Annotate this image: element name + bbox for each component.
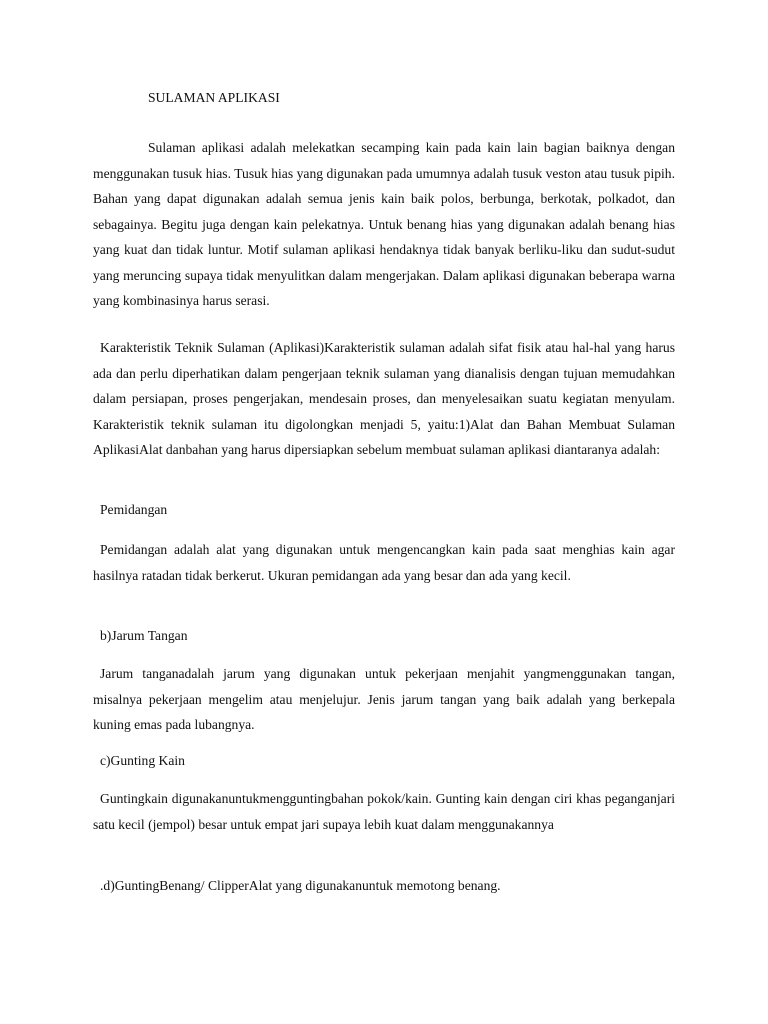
- paragraph-pemidangan: Pemidangan adalah alat yang digunakan untuk mengencangkan kain pada saat menghias kain agar hasilnya ratadan tidak berkerut. Ukuran pemidangan ada yang besar dan ada yang kecil.: [93, 542, 675, 583]
- heading-pemidangan: Pemidangan: [100, 502, 168, 517]
- document-title: SULAMAN APLIKASI: [148, 90, 280, 105]
- paragraph-gunting-kain: Guntingkain digunakanuntukmengguntingbahan pokok/kain. Gunting kain dengan ciri khas peganganjari satu kecil (jempol) besar untuk empat jari supaya lebih kuat dalam menggunakannya: [93, 791, 675, 832]
- paragraph-gunting-benang: .d)GuntingBenang/ ClipperAlat yang digunakanuntuk memotong benang.: [100, 878, 501, 893]
- paragraph-jarum-tangan: Jarum tanganadalah jarum yang digunakan untuk pekerjaan menjahit yangmenggunakan tangan, misalnya pekerjaan mengelim atau menjelujur. Jenis jarum tangan yang baik adalah yang berkepala kuning emas pada lubangnya.: [93, 666, 675, 732]
- paragraph-karakteristik: Karakteristik Teknik Sulaman (Aplikasi)Karakteristik sulaman adalah sifat fisik atau hal-hal yang harus ada dan perlu diperhatikan dalam pengerjaan teknik sulaman yang dianalisis dengan tujuan memudahkan dalam persiapan, proses pengerjakan, mendesain proses, dan menyelesaikan suatu kegiatan menyulam. Karakteristik teknik sulaman itu digolongkan menjadi 5, yaitu:1)Alat dan Bahan Membuat Sulaman AplikasiAlat danbahan yang harus dipersiapkan sebelum membuat sulaman aplikasi diantaranya adalah:: [93, 340, 675, 457]
- paragraph-intro: Sulaman aplikasi adalah melekatkan secamping kain pada kain lain bagian baiknya dengan menggunakan tusuk hias. Tusuk hias yang digunakan pada umumnya adalah tusuk veston atau tusuk pipih. Bahan yang dapat digunakan adalah semua jenis kain baik polos, berbunga, berkotak, polkadot, dan sebagainya. Begitu juga dengan kain pelekatnya. Untuk benang hias yang digunakan adalah benang hias yang kuat dan tidak luntur. Motif sulaman aplikasi hendaknya tidak banyak berliku-liku dan sudut-sudut yang meruncing supaya tidak menyulitkan dalam mengerjakan. Dalam aplikasi digunakan beberapa warna yang kombinasinya harus serasi.: [93, 140, 675, 308]
- heading-gunting-kain: c)Gunting Kain: [100, 753, 185, 768]
- heading-jarum-tangan: b)Jarum Tangan: [100, 628, 188, 643]
